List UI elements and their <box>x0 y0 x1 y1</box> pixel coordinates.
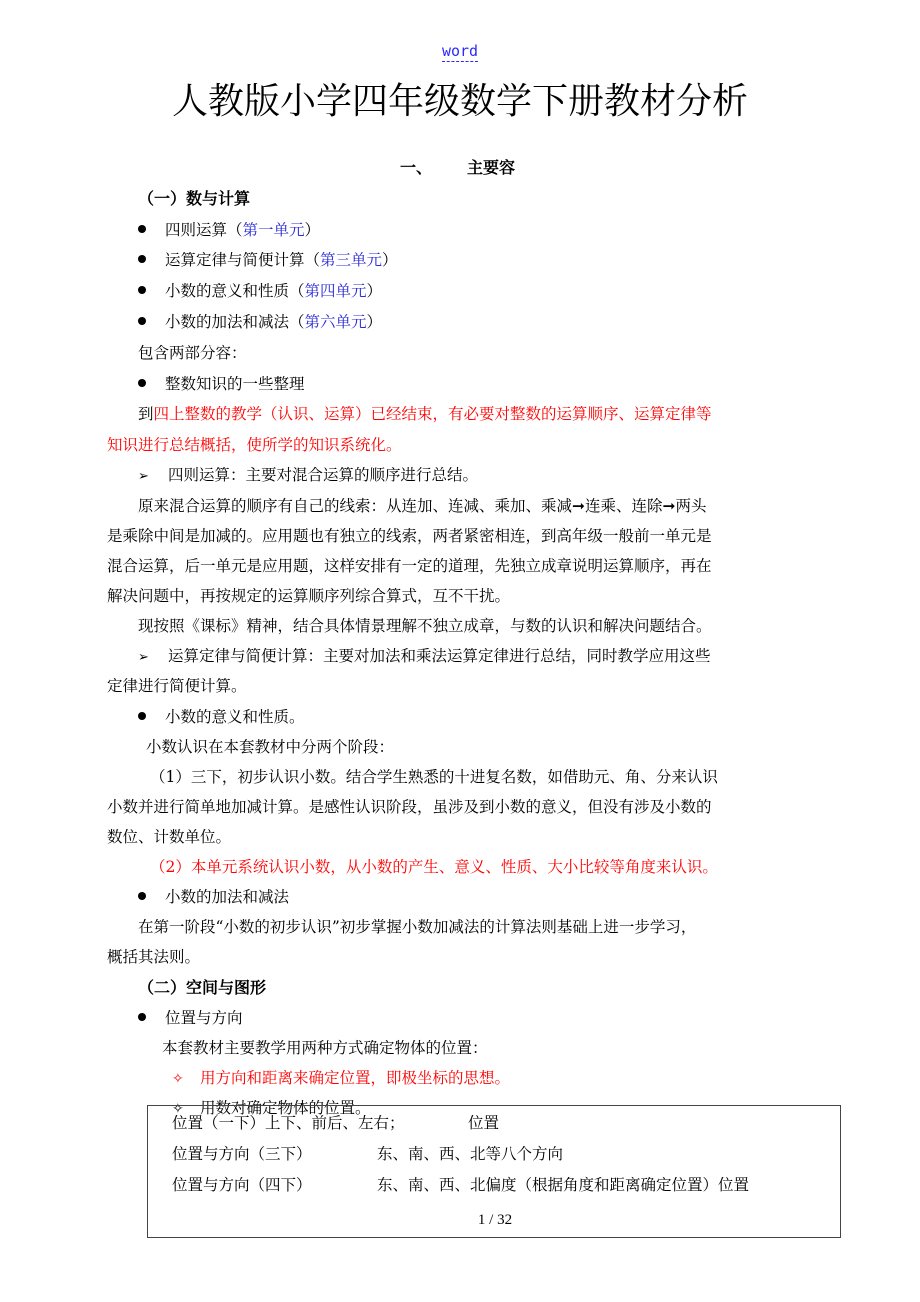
row-col1: 位置（一下）上下、前后、左右； <box>172 1114 405 1132</box>
intro-text: 包含两部分容： <box>138 344 247 362</box>
unit-ref: 第六单元 <box>304 313 367 331</box>
arrow-item-laws <box>138 644 711 670</box>
stage2-line: （2）本单元系统认识小数，从小数的产生、意义、性质、大小比较等角度来认识。 <box>150 858 718 876</box>
unit-ref: 第四单元 <box>304 282 367 300</box>
row-col1: 位置与方向（四下） <box>172 1176 312 1194</box>
arithmetic-para-line: 是乘除中间是加减的。应用题也有独立的线索，两者紧密相连，到高年级一般前一单元是 <box>107 527 712 545</box>
unit-label: 运算定律与简便计算（ <box>165 251 321 269</box>
subheading-number-calc: （一）数与计算 <box>138 189 251 208</box>
stage1-line: 数位、计数单位。 <box>107 828 232 846</box>
position-method-item <box>172 1066 510 1091</box>
section-number: 一、 <box>400 158 433 177</box>
bullet-icon <box>138 379 146 387</box>
row-col2: 位置 <box>468 1114 500 1132</box>
row-col1: 位置与方向（三下） <box>172 1145 312 1163</box>
unit-list-item <box>138 310 382 334</box>
para-red-text: 四上整数的教学（认识、运算）已经结束，有必要对整数的运算顺序、运算定律等 <box>153 405 712 423</box>
unit-close: ） <box>304 221 321 239</box>
section-title: 主要容 <box>467 158 516 177</box>
bullet-integer-review <box>138 372 305 396</box>
bullet-decimal-addsub <box>138 885 289 909</box>
arrow-item-text: 运算定律与简便计算：主要对加法和乘法运算定律进行总结，同时教学应用这些 <box>168 647 711 665</box>
unit-label: 四则运算（ <box>165 221 243 239</box>
unit-close: ） <box>382 251 398 269</box>
unit-list-item <box>138 248 398 272</box>
unit-label: 小数的加法和减法（ <box>165 313 305 331</box>
arrow-bullet-icon: ➢ <box>138 650 149 665</box>
summary-row <box>172 1173 749 1197</box>
position-intro: 本套教材主要教学用两种方式确定物体的位置： <box>162 1039 488 1057</box>
stage1-line: 小数并进行简单地加减计算。是感性认识阶段，虽涉及到小数的意义，但没有涉及小数的 <box>107 798 712 816</box>
diamond-bullet-icon: ✧ <box>172 1071 184 1087</box>
decimal-intro: 小数认识在本套教材中分两个阶段： <box>146 738 395 756</box>
bullet-text: 位置与方向 <box>165 1009 243 1027</box>
bullet-icon <box>138 712 146 720</box>
method-text: 用方向和距离来确定位置，即极坐标的思想。 <box>200 1069 511 1087</box>
bullet-text: 小数的意义和性质。 <box>165 708 305 726</box>
unit-list-item <box>138 279 382 303</box>
page-indicator: 1 / 32 <box>477 1212 513 1228</box>
diamond-bullet-icon: ✧ <box>172 1101 184 1117</box>
bullet-icon <box>138 1013 146 1021</box>
bullet-icon <box>138 892 146 900</box>
unit-close: ） <box>366 282 383 300</box>
bullet-text: 整数知识的一些整理 <box>165 375 305 393</box>
integer-review-para-line1 <box>138 402 712 426</box>
unit-close: ） <box>366 313 383 331</box>
bullet-decimal-meaning <box>138 705 305 729</box>
unit-list-item <box>138 218 320 242</box>
para-prefix: 到 <box>138 405 154 423</box>
summary-row <box>172 1142 563 1166</box>
arrow-item-text: 四则运算：主要对混合运算的顺序进行总结。 <box>168 466 479 484</box>
bullet-icon <box>138 286 146 294</box>
integer-review-para-line2: 知识进行总结概括，使所学的知识系统化。 <box>107 436 402 454</box>
subheading-space-shape: （二）空间与图形 <box>138 978 267 997</box>
header-link-text[interactable]: word <box>441 42 479 60</box>
arrow-bullet-icon: ➢ <box>138 469 149 484</box>
stage1-line: （1）三下，初步认识小数。结合学生熟悉的十进复名数，如借助元、角、分来认识 <box>150 768 718 786</box>
unit-label: 小数的意义和性质（ <box>165 282 305 300</box>
unit-ref: 第一单元 <box>242 221 305 239</box>
laws-line2: 定律进行简便计算。 <box>107 677 247 695</box>
bullet-icon <box>138 255 146 263</box>
document-title: 人教版小学四年级数学下册教材分析 <box>171 81 748 122</box>
method-text: 用数对确定物体的位置。 <box>200 1099 371 1117</box>
row-col2: 东、南、西、北等八个方向 <box>377 1145 564 1163</box>
section-heading <box>400 156 515 180</box>
addsub-para-line2: 概括其法则。 <box>107 948 201 966</box>
addsub-para-line1: 在第一阶段“小数的初步认识”初步掌握小数加减法的计算法则基础上进一步学习， <box>138 918 697 936</box>
bullet-text: 小数的加法和减法 <box>165 888 290 906</box>
arithmetic-para-line: 解决问题中，再按规定的运算顺序列综合算式，互不干扰。 <box>107 587 511 605</box>
bullet-icon <box>138 317 146 325</box>
arithmetic-para-line: 原来混合运算的顺序有自己的线索：从连加、连减、乘加、乘减➞连乘、连除➞两头 <box>138 497 707 515</box>
row-col2: 东、南、西、北偏度（根据角度和距离确定位置）位置 <box>377 1176 750 1194</box>
unit-ref: 第三单元 <box>320 251 383 269</box>
arithmetic-para-line: 混合运算，后一单元是应用题，这样安排有一定的道理，先独立成章说明运算顺序，再在 <box>107 557 712 575</box>
summary-row <box>172 1111 499 1135</box>
arrow-item-arithmetic <box>138 463 478 489</box>
header-word-link[interactable] <box>0 41 920 61</box>
bullet-position-direction <box>138 1006 243 1030</box>
bullet-icon <box>138 225 146 233</box>
curriculum-para: 现按照《课标》精神，结合具体情景理解不独立成章，与数的认识和解决问题结合。 <box>138 617 712 635</box>
position-summary-box <box>147 1105 841 1238</box>
